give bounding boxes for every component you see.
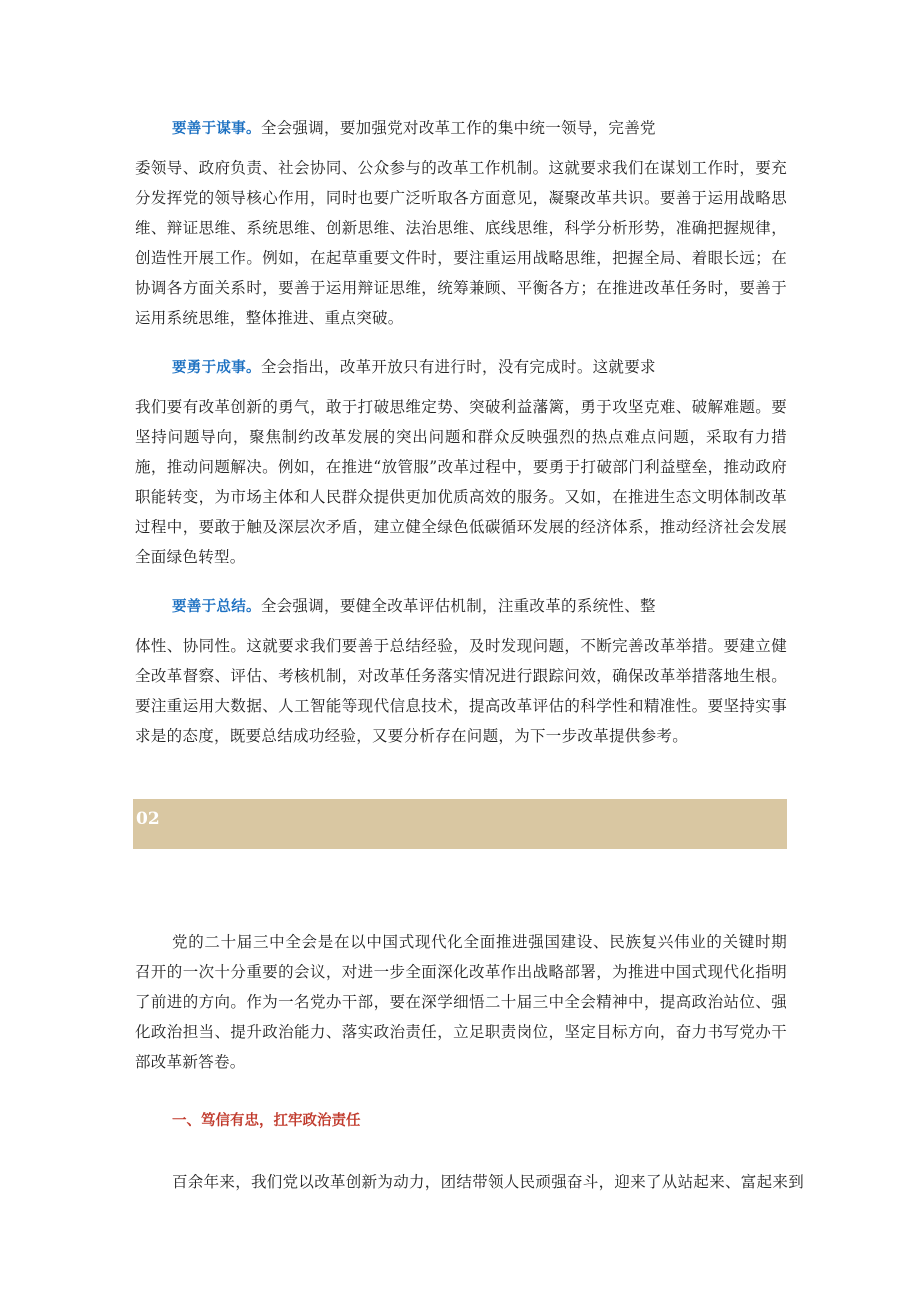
section-3-body: 体性、协同性。这就要求我们要善于总结经验，及时发现问题，不断完善改革举措。要建立健全改革督察、评估、考核机制，对改革任务落实情况进行跟踪问效，确保改革举措落地生根。要注重运用大数据、人工智能等现代信息技术，提高改革评估的科学性和精准性。要坚持实事求是的态度，既要总结成功经验，又要分析存在问题，为下一步改革提供参考。 <box>135 637 787 745</box>
banner-number: 02 <box>136 809 160 829</box>
section-2-keyword: 要勇于成事。 <box>172 360 261 376</box>
section-3-lead <box>172 591 792 622</box>
section-banner <box>133 799 787 849</box>
section-2-lead-text: 全会指出，改革开放只有进行时，没有完成时。这就要求 <box>260 358 656 376</box>
section-1-keyword: 要善于谋事。 <box>172 121 261 137</box>
section-2-lead <box>172 352 792 383</box>
section-3-lead-text: 全会强调，要健全改革评估机制，注重改革的系统性、整 <box>260 597 656 615</box>
last-paragraph-line: 百余年来，我们党以改革创新为动力，团结带领人民顽强奋斗，迎来了从站起来、富起来到 <box>172 1173 805 1191</box>
section-1-lead <box>172 113 792 144</box>
section-2-body: 我们要有改革创新的勇气，敢于打破思维定势、突破利益藩篱，勇于攻坚克难、破解难题。要坚持问题导向，聚焦制约改革发展的突出问题和群众反映强烈的热点难点问题，采取有力措施，推动问题解决。例如，在推进“放管服”改革过程中，要勇于打破部门利益壁垒，推动政府职能转变，为市场主体和人民群众提供更加优质高效的服务。又如，在推进生态文明体制改革过程中，要敢于触及深层次矛盾，建立健全绿色低碳循环发展的经济体系，推动经济社会发展全面绿色转型。 <box>135 398 787 566</box>
section-3-keyword: 要善于总结。 <box>172 599 261 615</box>
intro-paragraph: 党的二十届三中全会是在以中国式现代化全面推进强国建设、民族复兴伟业的关键时期召开的一次十分重要的会议，对进一步全面深化改革作出战略部署，为推进中国式现代化指明了前进的方向。作为一名党办干部，要在深学细悟二十届三中全会精神中，提高政治站位、强化政治担当、提升政治能力、落实政治责任，立足职责岗位，坚定目标方向，奋力书写党办干部改革新答卷。 <box>135 933 787 1071</box>
heading-one: 一、笃信有忠，扛牢政治责任 <box>172 1113 361 1129</box>
section-1-body: 委领导、政府负责、社会协同、公众参与的改革工作机制。这就要求我们在谋划工作时，要充分发挥党的领导核心作用，同时也要广泛听取各方面意见，凝聚改革共识。要善于运用战略思维、辩证思维、系统思维、创新思维、法治思维、底线思维，科学分析形势，准确把握规律，创造性开展工作。例如，在起草重要文件时，要注重运用战略思维，把握全局、着眼长远；在协调各方面关系时，要善于运用辩证思维，统筹兼顾、平衡各方；在推进改革任务时，要善于运用系统思维，整体推进、重点突破。 <box>135 159 787 327</box>
section-1-lead-text: 全会强调，要加强党对改革工作的集中统一领导，完善党 <box>260 119 656 137</box>
